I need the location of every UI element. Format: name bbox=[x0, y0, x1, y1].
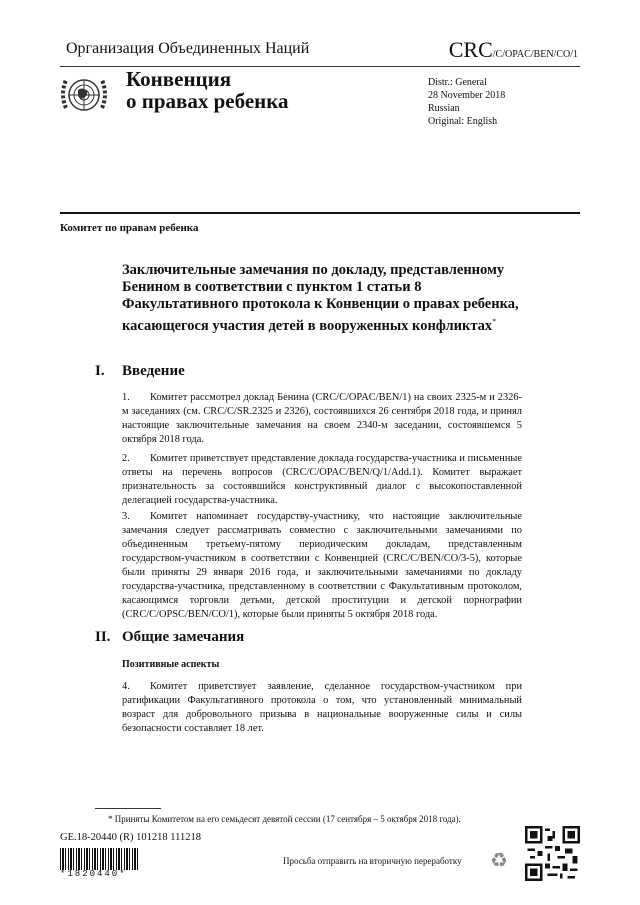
paragraph-number: 3. bbox=[122, 511, 130, 522]
subheading: Позитивные аспекты bbox=[122, 659, 220, 670]
original-language-line: Original: English bbox=[428, 116, 498, 127]
language-line: Russian bbox=[428, 103, 460, 114]
committee-name: Комитет по правам ребенка bbox=[60, 222, 199, 234]
footnote-mark: * bbox=[492, 317, 497, 326]
organization-name: Организация Объединенных Наций bbox=[66, 40, 310, 57]
recycle-icon: ♻ bbox=[490, 850, 508, 872]
paragraph-text: Комитет рассмотрел доклад Бенина (CRC/C/OPAC/BEN/1) на своих 2325-м и 2326-м заседаниях (см. CRC/C/SR.2325 и 2326), состоявшихся 26 сентября 2018 года, и принял настоящие заключительные замечания на своем 2340-м заседании, состоявшемся 5 октября 2018 года. bbox=[122, 392, 522, 445]
paragraph bbox=[122, 510, 522, 622]
paragraph bbox=[122, 452, 522, 508]
footnote-rule bbox=[95, 808, 161, 809]
title-text: Заключительные замечания по докладу, представленному Бенином в соответствии с пунктом 1 статьи 8 Факультативного протокола к Конвенции о правах ребенка, касающегося участия детей в вооруженных конфликтах bbox=[122, 262, 519, 334]
paragraph-number: 2. bbox=[122, 453, 130, 464]
section-number: I. bbox=[95, 363, 105, 379]
paragraph-number: 1. bbox=[122, 392, 130, 403]
convention-title bbox=[126, 68, 289, 112]
date-line: 28 November 2018 bbox=[428, 90, 506, 101]
paragraph-text: Комитет напоминает государству-участнику, что настоящие заключительные замечания следует рассматривать совместно с заключительными замечаниями по объединенным третьему-пятому периодическим докладам, представленным государством-участником в соответствии с Конвенцией (CRC/C/BEN/CO/3-5), которые были приняты 29 января 2016 года, и заключительными замечаниями по докладу государства-участника, представленному в соответствии с Факультативным протоколом, касающимся торговли детьми, детской проституции и детской порнографии (CRC/C/OPSC/BEN/CO/1), которые были приняты 5 октября 2018 года. bbox=[122, 511, 522, 620]
convention-line-2: о правах ребенка bbox=[126, 89, 289, 113]
barcode bbox=[60, 848, 140, 870]
un-emblem-icon bbox=[58, 70, 110, 122]
qr-code bbox=[525, 826, 580, 881]
paragraph-text: Комитет приветствует представление доклада государства-участника и письменные ответы на перечень вопросов (CRC/C/OPAC/BEN/Q/1/Add.1). Комитет выражает признательность за состоявшийся конструктивный диалог с высокопоставленной делегацией государства-участника. bbox=[122, 453, 522, 506]
barcode-number: *1820440* bbox=[60, 869, 127, 879]
paragraph bbox=[122, 680, 522, 736]
section-title: Введение bbox=[122, 363, 185, 379]
footnote: * Приняты Комитетом на его семьдесят девятой сессии (17 сентября – 5 октября 2018 года). bbox=[108, 814, 461, 824]
symbol-sub: /C/OPAC/BEN/CO/1 bbox=[492, 49, 578, 60]
symbol-main: CRC bbox=[448, 37, 493, 62]
paragraph-number: 4. bbox=[122, 681, 130, 692]
job-number: GE.18-20440 (R) 101218 111218 bbox=[60, 832, 201, 843]
section-heading bbox=[95, 363, 185, 380]
section-heading bbox=[95, 629, 244, 646]
section-title: Общие замечания bbox=[122, 629, 245, 645]
title-rule bbox=[60, 212, 580, 214]
distribution-info bbox=[428, 76, 505, 128]
section-number: II. bbox=[95, 629, 111, 645]
convention-line-1: Конвенция bbox=[126, 67, 232, 91]
paragraph-text: Комитет приветствует заявление, сделанное государством-участником при ратификации Факультативного протокола о том, что установленный минимальный возраст для добровольного призыва в национальные вооруженные силы и силы безопасности составляет 18 лет. bbox=[122, 681, 522, 734]
document-title bbox=[122, 262, 522, 335]
recycle-note: Просьба отправить на вторичную переработку bbox=[283, 856, 462, 866]
paragraph bbox=[122, 391, 522, 447]
document-symbol bbox=[449, 37, 578, 63]
distr-line: Distr.: General bbox=[428, 77, 487, 88]
